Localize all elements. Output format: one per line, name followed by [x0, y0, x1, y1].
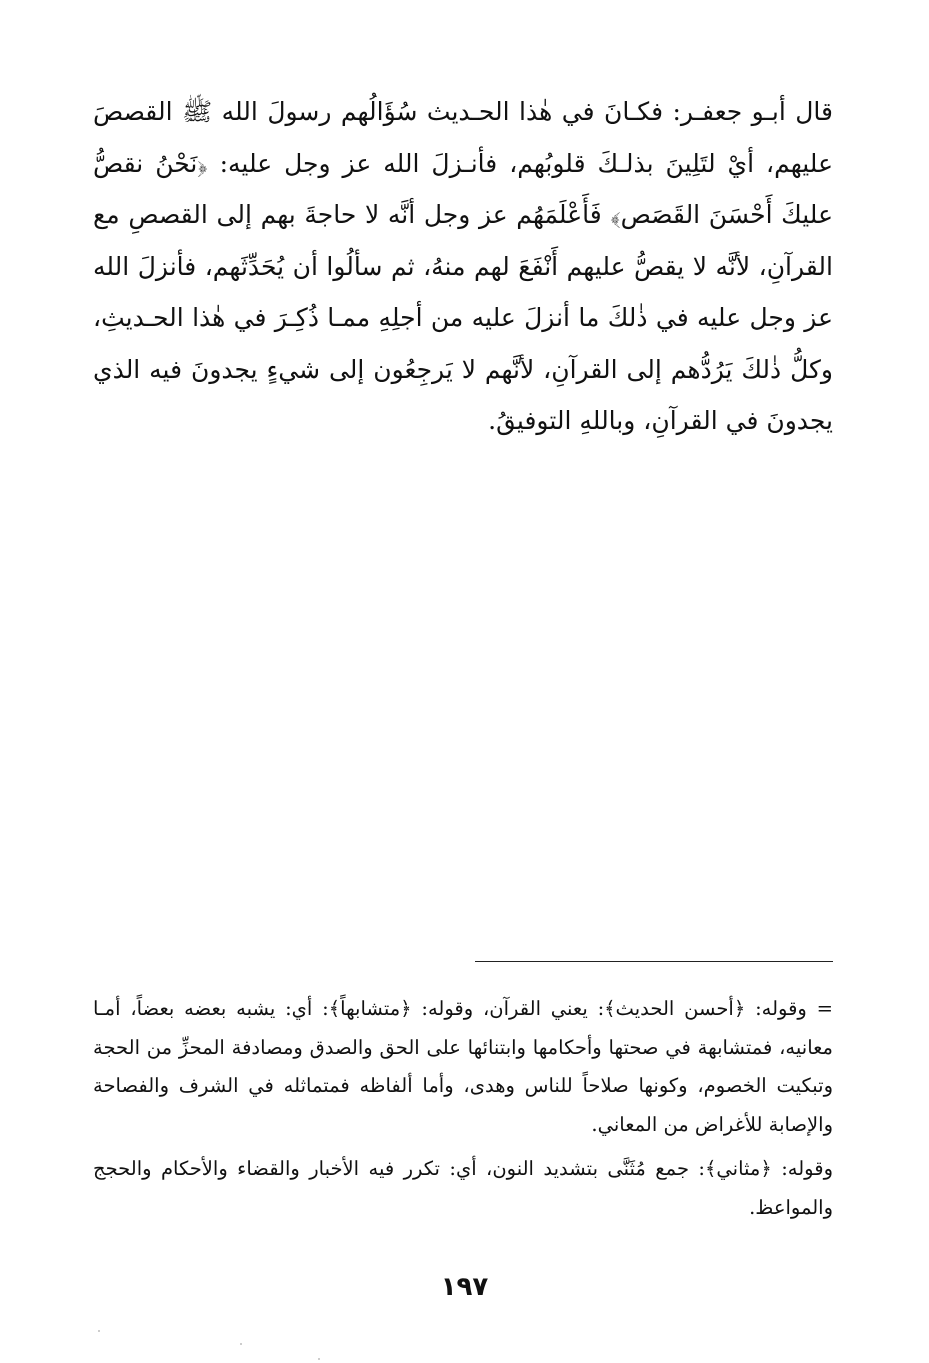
scan-speck — [240, 1343, 242, 1345]
main-text-block — [93, 86, 833, 447]
scan-speck — [318, 1358, 320, 1360]
footnotes-block — [93, 990, 833, 1233]
page-number: ١٩٧ — [440, 1272, 489, 1302]
footnote-mathani: وقوله: ﴿مثاني﴾: جمع مُثَنَّى بتشديد النون، أي: تكرر فيه الأخبار والقضاء والأحكام والحجج والمواعظ. — [93, 1157, 833, 1219]
footnote-separator — [475, 961, 833, 962]
main-paragraph: قال أبـو جعفـر: فكـانَ في هٰذا الحـديث سُؤَالُهم رسولَ الله ﷺ القصصَ عليهم، أيْ لتَلِينَ بذلـكَ قلوبُهم، فأنـزلَ الله عز وجل عليه: ﴿نَحْنُ نقصُّ عليكَ أَحْسَنَ القَصَص﴾ فَأَعْلَمَهُم عز وجل أنَّه لا حاجةَ بهم إلى القصصِ مع القرآنِ، لأنَّه لا يقصُّ عليهم أَنْفَعَ لهم منهُ، ثم سألُوا أن يُحَدِّثَهم، فأنزلَ الله عز وجل عليه في ذٰلكَ ما أنزلَ عليه من أجلِهِ ممـا ذُكِـرَ في هٰذا الحـديثِ، وكلُّ ذٰلكَ يَرُدُّهم إلى القرآنِ، لأنَّهم لا يَرجِعُون إلى شيءٍ يجدونَ فيه الذي يجدونَ في القرآنِ، وباللهِ التوفيقُ. — [93, 97, 833, 435]
scan-speck — [98, 1330, 100, 1332]
footnote-continuation: = وقوله: ﴿أحسن الحديث﴾: يعني القرآن، وقوله: ﴿متشابهاً﴾: أي: يشبه بعضه بعضاً، أمـا معانيه، فمتشابهة في صحتها وأحكامها وابتنائها على الحق والصدق ومصادفة المحزِّ من الحجة وتبكيت الخصوم، وكونها صلاحاً للناس وهدى، وأما ألفاظه فمتماثله في الشرف والفصاحة والإصابة للأغراض من المعاني. — [93, 997, 833, 1136]
